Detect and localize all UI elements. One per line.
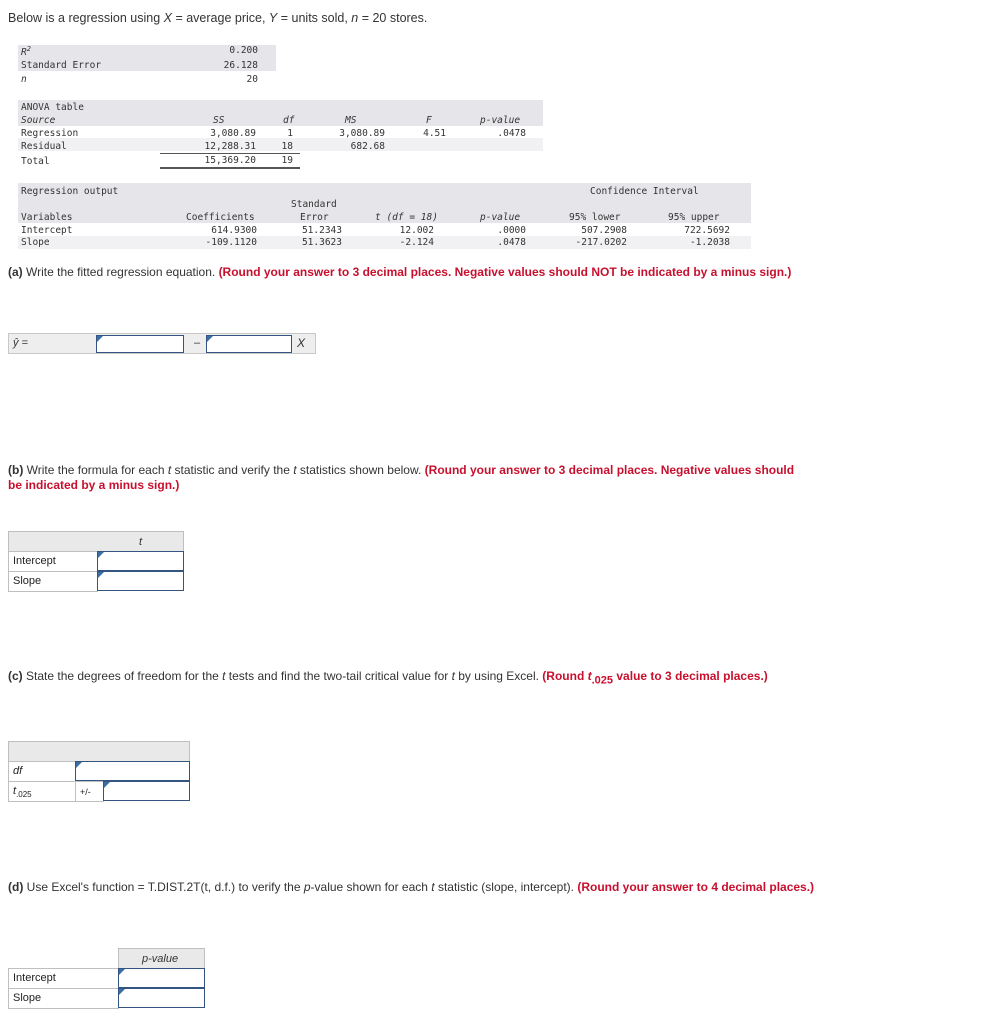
p-intercept-input[interactable] [118, 968, 205, 988]
regression-equation-row [8, 333, 316, 354]
t-stat-row-label: Slope [8, 571, 98, 592]
part-c-question: (c) State the degrees of freedom for the t tests and find the two-tail critical value for t by using Excel. (Round $t_{.025}$ value to 3 decimal places.) [8, 669, 768, 687]
anova-header-df: df [283, 115, 295, 126]
df-input[interactable] [75, 761, 190, 781]
anova-row-p: .0478 [497, 128, 526, 139]
t-stat-row-label: Intercept [8, 551, 98, 572]
anova-row-df: 1 [287, 128, 293, 139]
anova-header-source: Source [21, 115, 56, 126]
intro-n-desc: = 20 stores. [358, 11, 428, 25]
p-slope-input[interactable] [118, 988, 205, 1008]
anova-row-source: Regression [21, 128, 79, 139]
t025-input[interactable] [103, 781, 190, 801]
reg-row-var: Slope [21, 237, 50, 248]
reg-header-t: t (df = 18) [375, 212, 438, 223]
reg-row-var: Intercept [21, 225, 73, 236]
reg-header-se-top: Standard [291, 199, 337, 210]
anova-table [18, 100, 543, 168]
intro-y-var: Y [268, 11, 278, 25]
se-label: Standard Error [21, 60, 102, 71]
anova-row-df: 18 [281, 141, 293, 152]
anova-title: ANOVA table [21, 102, 84, 113]
reg-header-lower: 95% lower [569, 212, 621, 223]
t025-label-cell: $t_{.025}$ [8, 781, 76, 802]
n-value: 20 [246, 74, 258, 85]
regression-table [18, 183, 751, 249]
reg-header-upper: 95% upper [668, 212, 720, 223]
slope-input[interactable] [206, 335, 292, 353]
reg-row-upper: -1.2038 [689, 237, 730, 248]
intro-text [8, 11, 427, 25]
anova-row-source: Total [21, 156, 50, 167]
anova-row-source: Residual [21, 141, 67, 152]
reg-row-coef: 614.9300 [211, 225, 257, 236]
reg-row-se: 51.2343 [301, 225, 342, 236]
p-row-label: Intercept [8, 968, 119, 989]
intro-x-desc: = average price, [171, 11, 269, 25]
intro-pre: Below is a regression using [8, 11, 164, 25]
df-critical-table [8, 741, 190, 802]
anova-row-f: 4.51 [423, 128, 446, 139]
plusminus-cell: +/- [75, 781, 104, 802]
anova-row-ms: 682.68 [350, 141, 385, 152]
p-row-label: Slope [8, 988, 119, 1009]
anova-header-f: F [426, 115, 432, 126]
anova-header-ss: SS [213, 115, 225, 126]
reg-header-p: p-value [480, 212, 521, 223]
minus-sign: – [194, 337, 201, 349]
r2-value: 0.200 [229, 45, 258, 56]
t-slope-input[interactable] [97, 571, 184, 591]
part-a-question: (a) Write the fitted regression equation. (Round your answer to 3 decimal places. Negative values should NOT be indicated by a minus sign.) [8, 265, 792, 279]
intro-n-var: n [351, 11, 359, 25]
reg-header-variables: Variables [21, 212, 73, 223]
n-label: n [21, 74, 27, 85]
reg-header-coef: Coefficients [186, 212, 255, 223]
intro-y-desc: = units sold, [277, 11, 352, 25]
t-stat-header: t [8, 531, 184, 552]
reg-row-se: 51.3623 [301, 237, 342, 248]
reg-row-p: .0000 [497, 225, 526, 236]
se-value: 26.128 [223, 60, 258, 71]
r2-label: $R^2$ [21, 45, 31, 59]
anova-row-ss: 15,369.20 [204, 155, 256, 166]
anova-header-ms: MS [345, 115, 357, 126]
reg-row-coef: -109.1120 [205, 237, 257, 248]
reg-header-se-bottom: Error [300, 212, 329, 223]
anova-row-ss: 3,080.89 [210, 128, 256, 139]
yhat-label: ŷ = [13, 337, 28, 349]
part-b-question: (b) Write the formula for each t statistic and verify the t statistics shown below. (Round your answer to 3 decimal places. Negative values should be indicated by a minus sign.) [8, 463, 795, 492]
anova-row-ss: 12,288.31 [204, 141, 256, 152]
reg-row-upper: 722.5692 [684, 225, 730, 236]
intro-x-var: X [163, 11, 172, 25]
anova-row-ms: 3,080.89 [339, 128, 385, 139]
df-table-header [8, 741, 190, 762]
reg-row-t: -2.124 [399, 237, 434, 248]
p-value-header: p-value [118, 948, 205, 969]
p-value-table [8, 948, 205, 1009]
t-stat-table [8, 531, 184, 591]
regression-title: Regression output [21, 186, 119, 197]
x-label: X [297, 336, 306, 350]
reg-row-lower: -217.0202 [575, 237, 627, 248]
part-d-question: (d) Use Excel's function = T.DIST.2T(t, d.f.) to verify the p-value shown for each t statistic (slope, intercept). (Round your answer to 4 decimal places.) [8, 880, 815, 894]
reg-row-p: .0478 [497, 237, 526, 248]
intercept-input[interactable] [96, 335, 184, 353]
summary-table [18, 45, 276, 85]
reg-row-t: 12.002 [399, 225, 434, 236]
ci-header: Confidence Interval [590, 186, 699, 197]
df-label-cell: df [8, 761, 76, 782]
t-intercept-input[interactable] [97, 551, 184, 571]
reg-row-lower: 507.2908 [581, 225, 627, 236]
anova-header-p: p-value [480, 115, 521, 126]
anova-row-df: 19 [281, 155, 293, 166]
